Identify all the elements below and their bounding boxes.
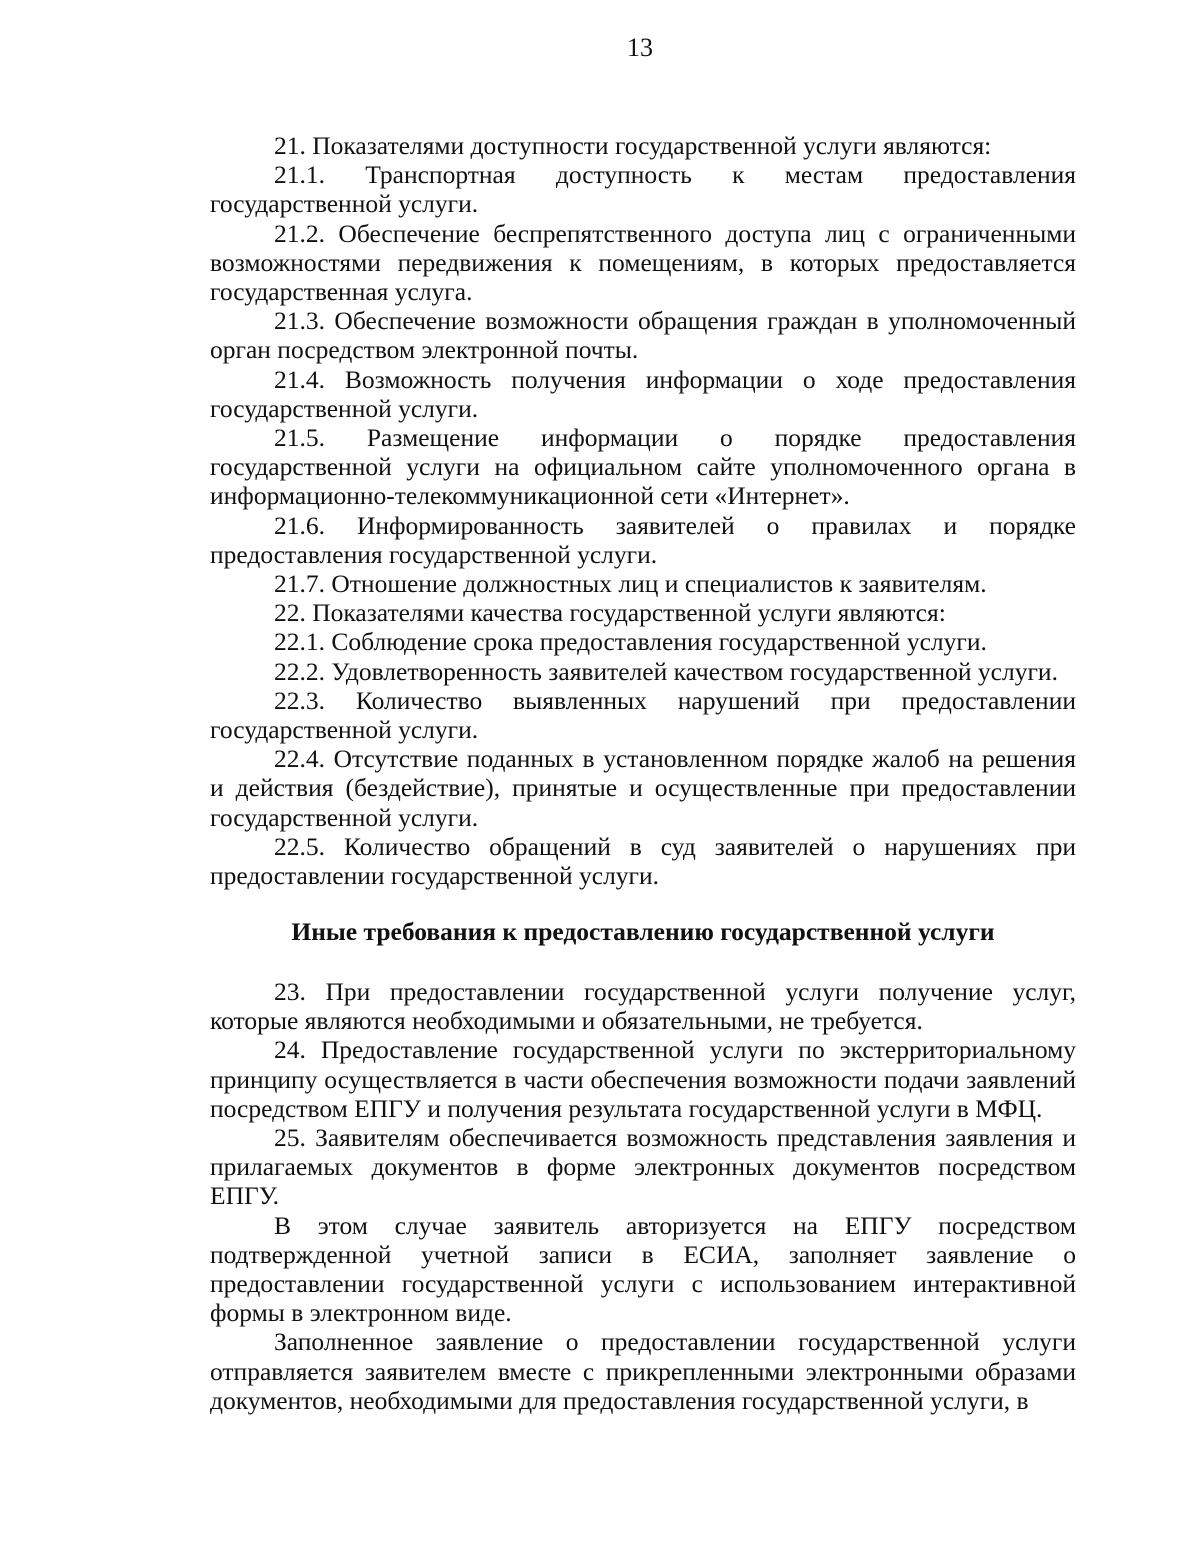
body-text-upper [210, 131, 1076, 890]
paragraph-22-2: 22.2. Удовлетворенность заявителей качеством государственной услуги. [274, 656, 1058, 686]
body-text-lower [210, 977, 1076, 1415]
paragraph-23: 23. При предоставлении государственной услуги получение услуг, которые являются необходимыми и обязательными, не требуется. [210, 977, 1076, 1036]
paragraph-21-6: 21.6. Информированность заявителей о правилах и порядке предоставления государственной услуги. [210, 510, 1076, 569]
paragraph-25-epgu-auth: В этом случае заявитель авторизуется на ЕПГУ посредством подтвержденной учетной записи в ЕСИА, заполняет заявление о предоставлении государственной услуги с использованием интерактивной формы в электронном виде. [210, 1210, 1076, 1328]
section-heading: Иные требования к предоставлению государственной услуги [291, 917, 995, 946]
paragraph-21-3: 21.3. Обеспечение возможности обращения граждан в уполномоченный орган посредством электронной почты. [210, 306, 1076, 365]
paragraph-21-2: 21.2. Обеспечение беспрепятственного доступа лиц с ограниченными возможностями передвижения к помещениям, в которых предоставляется государственная услуга. [210, 218, 1076, 307]
paragraph-22: 22. Показателями качества государственной услуги являются: [274, 598, 946, 628]
paragraph-21-5: 21.5. Размещение информации о порядке предоставления государственной услуги на официальном сайте уполномоченного органа в информационно-телекоммуникационной сети «Интернет». [210, 423, 1076, 511]
paragraph-21-1: 21.1. Транспортная доступность к местам предоставления государственной услуги. [210, 160, 1076, 219]
paragraph-21: 21. Показателями доступности государственной услуги являются: [274, 131, 992, 160]
paragraph-22-4: 22.4. Отсутствие поданных в установленном порядке жалоб на решения и действия (бездействие), принятые и осуществленные при предоставлении государственной услуги. [210, 744, 1076, 832]
page-number: 13 [627, 33, 653, 62]
paragraph-25: 25. Заявителям обеспечивается возможность представления заявления и прилагаемых документов в форме электронных документов посредством ЕПГУ. [210, 1123, 1076, 1211]
paragraph-22-3: 22.3. Количество выявленных нарушений при предоставлении государственной услуги. [210, 685, 1076, 745]
paragraph-25-submission: Заполненное заявление о предоставлении государственной услуги отправляется заявителем вместе с прикрепленными электронными образами документов, необходимыми для предоставления государственной услуги, в [210, 1327, 1076, 1415]
paragraph-22-5: 22.5. Количество обращений в суд заявителей о нарушениях при предоставлении государственной услуги. [210, 831, 1076, 891]
paragraph-21-4: 21.4. Возможность получения информации о ходе предоставления государственной услуги. [210, 364, 1076, 423]
paragraph-24: 24. Предоставление государственной услуги по экстерриториальному принципу осуществляется в части обеспечения возможности подачи заявлений посредством ЕПГУ и получения результата государственной услуги в МФЦ. [210, 1035, 1076, 1123]
paragraph-22-1: 22.1. Соблюдение срока предоставления государственной услуги. [274, 627, 987, 657]
paragraph-21-7: 21.7. Отношение должностных лиц и специалистов к заявителям. [274, 569, 987, 599]
